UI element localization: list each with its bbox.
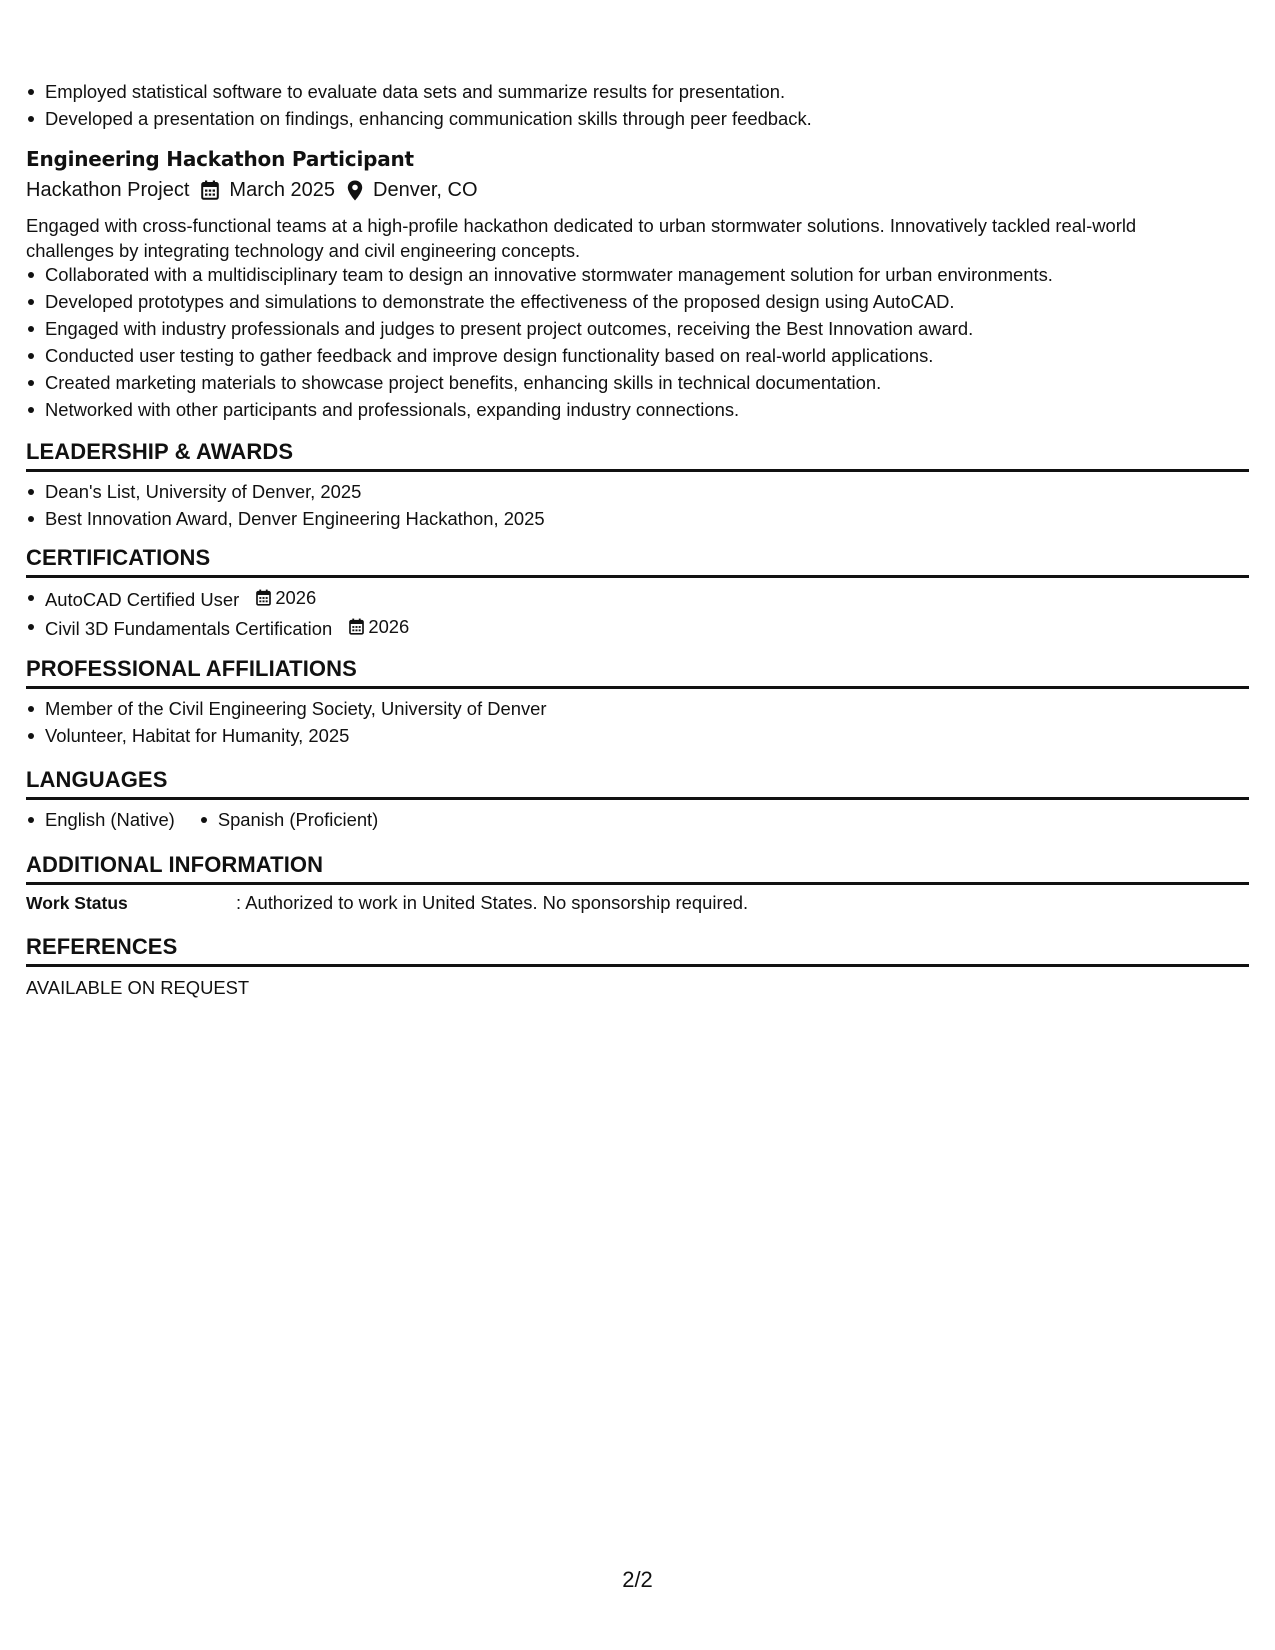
certifications-list (26, 584, 1249, 642)
entry-meta (26, 177, 478, 203)
calendar-icon (349, 618, 364, 635)
list-item: Dean's List, University of Denver, 2025 (26, 478, 1249, 505)
page-number: 2/2 (622, 1567, 653, 1592)
references-text: AVAILABLE ON REQUEST (26, 977, 250, 998)
work-status-row (26, 890, 1249, 916)
section-heading: ADDITIONAL INFORMATION (26, 850, 1249, 885)
list-item: Networked with other participants and professionals, expanding industry connections. (26, 396, 1053, 423)
list-item: Engaged with industry professionals and judges to present project outcomes, receiving the Best Innovation award. (26, 315, 1053, 342)
list-item: Best Innovation Award, Denver Engineering Hackathon, 2025 (26, 505, 1249, 532)
work-status-value: : Authorized to work in United States. No sponsorship required. (236, 892, 749, 913)
section-languages (26, 765, 1249, 833)
entry-bullets (26, 261, 1053, 423)
calendar-icon (201, 180, 219, 200)
work-status-label: Work Status (26, 893, 128, 913)
calendar-icon (256, 589, 271, 606)
list-item: Developed a presentation on findings, enhancing communication skills through peer feedback. (26, 105, 812, 132)
list-item: Member of the Civil Engineering Society, University of Denver (26, 695, 1249, 722)
list-item (26, 613, 1249, 642)
section-additional-information (26, 850, 1249, 916)
previous-entry-bullets (26, 78, 812, 132)
certification-name: AutoCAD Certified User (45, 589, 240, 610)
leadership-list (26, 478, 1249, 532)
list-item: Employed statistical software to evaluate data sets and summarize results for presentation. (26, 78, 812, 105)
languages-list (26, 806, 1249, 833)
section-certifications (26, 543, 1249, 642)
affiliations-list (26, 695, 1249, 749)
entry-date: March 2025 (229, 179, 336, 201)
list-item: Collaborated with a multidisciplinary team to design an innovative stormwater management solution for urban environments. (26, 261, 1053, 288)
section-heading: CERTIFICATIONS (26, 543, 1249, 578)
entry-title: Engineering Hackathon Participant (26, 147, 414, 171)
section-references (26, 932, 1249, 1001)
list-item: English (Native) (26, 806, 175, 833)
section-affiliations (26, 654, 1249, 749)
map-pin-icon (347, 180, 363, 201)
entry-location: Denver, CO (373, 179, 478, 201)
section-heading: LANGUAGES (26, 765, 1249, 800)
certification-year: 2026 (368, 616, 410, 637)
certification-name: Civil 3D Fundamentals Certification (45, 618, 333, 639)
entry-organization: Hackathon Project (26, 179, 190, 201)
section-heading: REFERENCES (26, 932, 1249, 967)
entry-description: Engaged with cross-functional teams at a high-profile hackathon dedicated to urban stormwater solutions. Innovatively tackled real-world challenges by integrating technology and civil engineering concepts. (26, 215, 1137, 261)
list-item: Spanish (Proficient) (199, 806, 378, 833)
list-item: Conducted user testing to gather feedback and improve design functionality based on real-world applications. (26, 342, 1053, 369)
list-item: Volunteer, Habitat for Humanity, 2025 (26, 722, 1249, 749)
list-item: Developed prototypes and simulations to demonstrate the effectiveness of the proposed design using AutoCAD. (26, 288, 1053, 315)
certification-year: 2026 (275, 587, 317, 608)
section-heading: LEADERSHIP & AWARDS (26, 437, 1249, 472)
list-item (26, 584, 1249, 613)
section-leadership (26, 437, 1249, 532)
list-item: Created marketing materials to showcase project benefits, enhancing skills in technical documentation. (26, 369, 1053, 396)
section-heading: PROFESSIONAL AFFILIATIONS (26, 654, 1249, 689)
